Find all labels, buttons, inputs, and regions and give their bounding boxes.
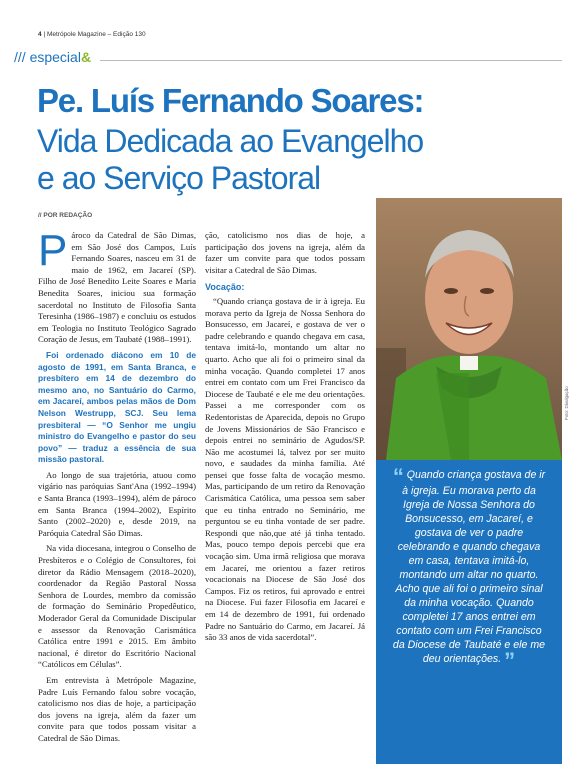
article-paragraph: Pároco da Catedral de São Dimas, em São José dos Campos, Luís Fernando Soares, nasceu em 31 de maio de 1962, em Jacareí (SP). Filho de José Benedito Leite Soares e Maria Benedita Soares, iniciou sua formação sacerdotal no Instituto de Filosofia Santa Teresinha (1986–1987) e concluiu os estudos em Teologia no Instituto Teológico Sagrado Coração de Jesus, em Taubaté (1988–1991). [38, 226, 196, 345]
close-quote-icon: ” [504, 648, 516, 673]
page-number: 4 [38, 31, 42, 38]
section-divider [100, 60, 562, 61]
header-separator: | [43, 31, 47, 38]
subhead-vocacao: Vocação: [205, 282, 245, 293]
section-slashes-icon: /// [14, 49, 26, 65]
article-paragraph: Ao longo de sua trajetória, atuou como vigário nas paróquias Sant'Ana (1992–1994) e Santa Branca (1993–1994), além de pároco em Santa Branca (1994–2002), Espírito Santo (2002–2020) e, desde 2019, na Paróquia Catedral São Dimas. [38, 469, 196, 538]
section-name: especial [29, 49, 81, 65]
page-header [38, 31, 146, 38]
article-title-line3: e ao Serviço Pastoral [37, 160, 321, 196]
priest-portrait-photo [376, 198, 562, 460]
photo-credit: Foto: Divulgação [564, 386, 569, 420]
article-column-2 [205, 230, 365, 735]
pull-quote-text: Quando criança gostava de ir à igreja. Eu morava perto da Igreja de Nossa Senhora do Bonsucesso, em Jacareí, e gostava de ver o padre celebrando e quando chegava em casa, tentava imitá-lo, montando um altar no quarto. Acho que ali foi o primeiro sinal da minha vocação. Quando completei 17 anos entrei em contato com um Frei Francisco da Diocese de Taubaté e ele me deu orientações. [392, 469, 546, 665]
article-paragraph: Em entrevista à Metrópole Magazine, Padre Luís Fernando falou sobre vocação, catolicismo nos dias de hoje, a participação dos jovens na igreja, além da fazer um convite para que todos possam visitar a Catedral de São Dimas. [38, 674, 196, 743]
article-paragraph: Na vida diocesana, integrou o Conselho de Presbíteros e o Colégio de Consultores, foi diretor da Rádio Mensagem (2018–2020), coordenador da Região Pastoral Nossa Senhora de Lourdes, membro da comissão de formação do Seminário Propedêutico, Moderador Geral da Comunidade Discipular e assessor da Renovação Carismática Católica entre 1991 e 2015. Em âmbito nacional, é diretor do Escritório Nacional “Católicos em Células”. [38, 543, 196, 670]
section-label [14, 49, 91, 65]
open-quote-icon: “ [392, 464, 404, 489]
article-title-line1: Pe. Luís Fernando Soares: [37, 82, 424, 119]
byline: // POR REDAÇÃO [38, 212, 93, 219]
article-title-line2: Vida Dedicada ao Evangelho [37, 123, 424, 159]
pull-quote [376, 460, 562, 764]
publication-name: Metrópole Magazine – Edição 130 [46, 31, 146, 38]
article-paragraph-continued: ção, catolicismo nos dias de hoje, a participação dos jovens na igreja, além da fazer um convite para que todos possam visitar a Catedral de São Dimas. [205, 230, 365, 275]
article-column-1 [38, 226, 196, 743]
article-paragraph: “Quando criança gostava de ir à igreja. Eu morava perto da Igreja de Nossa Senhora do Bonsucesso, em Jacareí, e gostava de ver o padre celebrando e quando chegava em casa, tentava imitá-lo, montando um altar no quarto. Acho que ali foi o primeiro sinal da minha vocação. Quando completei 17 anos entrei em contato com um Frei Francisco da Diocese de Taubaté e ele me deu orientações. Passei a me corresponder com os Redentoristas de Aparecida, depois no Grupo de Jovens Missionários de São Francisco e depois entrei no seminário de Agudos/SP. Não me acostumei lá, talvez por ser muito novo, e saudades da minha família. Até pensei que fosse falta de vocação mesmo. Mas, participando de um retiro da Renovação Carismática Católica, uma pessoa sem saber que eu tinha entrado no Seminário, me perguntou se eu tinha vontade de ser padre. Respondi que não,que até já tinha tentado. Mas, pouco tempo depois percebi que era vocação sim. Uma irmã religiosa que morava em Jacareí, me orientou a fazer retiros vocacionais na Diocese de São José dos Campos. Fiz os retiros, fui aprovado e entrei na Diocese. Fui fazer Filosofia em Jacareí e em 14 de dezembro de 1991, fui ordenado Padre no Santuário do Carmo, em Jacareí. Já são 33 anos de vida sacerdotal”. [205, 295, 365, 643]
drop-cap: P [38, 226, 68, 275]
article-highlight-paragraph: Foi ordenado diácono em 10 de agosto de 1991, em Santa Branca, e presbítero em 14 de dezembro do mesmo ano, no Santuário do Carmo, em Jacareí, ambos pelas mãos de Dom Nelson Westrupp, SCJ. Seu lema presbiteral — “O Senhor me ungiu ministro do Evangelho e pastor do seu povo” — traduz a essência de sua missão pastoral. [38, 349, 196, 465]
section-ampersand: & [80, 49, 92, 65]
portrait-illustration [376, 198, 562, 460]
